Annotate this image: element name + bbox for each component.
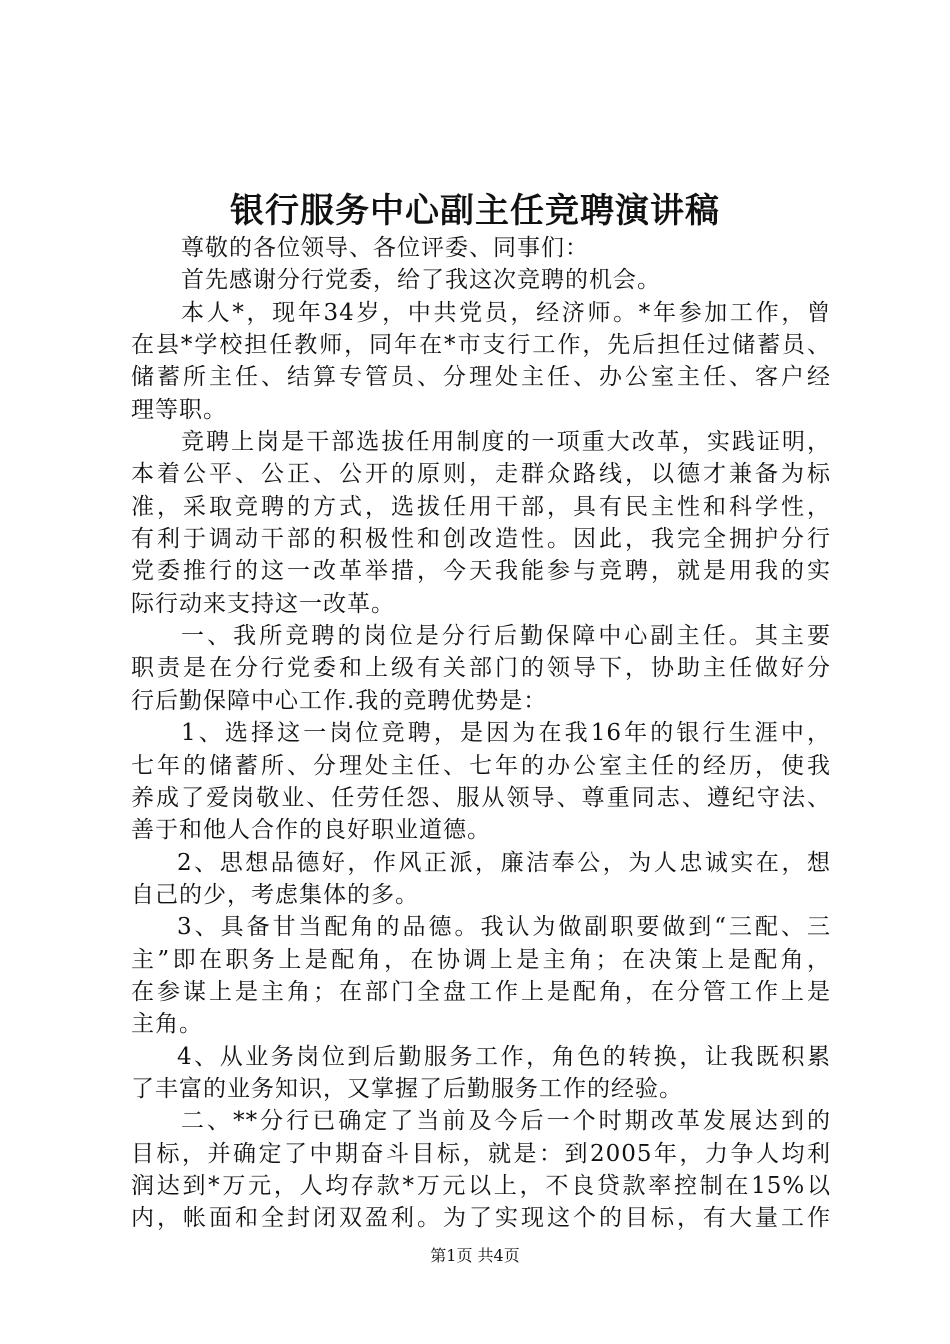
text-line: 主”即在职务上是配角，在协调上是主角；在决策上是配角， [131,946,831,973]
text-line: 本着公平、公正、公开的原则，走群众路线，以德才兼备为标 [131,461,831,488]
text-line: 行后勤保障中心工作.我的竞聘优势是： [131,687,548,714]
text-line: 在县*学校担任教师，同年在*市支行工作，先后担任过储蓄员、 [131,332,831,359]
text-line: 自己的少，考虑集体的多。 [131,881,419,908]
text-line: 善于和他人合作的良好职业道德。 [131,817,491,844]
text-line: 内，帐面和全封闭双盈利。为了实现这个的目标，有大量工作 [131,1205,831,1232]
text-line: 1、选择这一岗位竞聘，是因为在我16年的银行生涯中， [181,720,831,747]
text-line: 养成了爱岗敬业、任劳任怨、服从领导、尊重同志、遵纪守法、 [131,784,831,811]
text-line: 准，采取竞聘的方式，选拔任用干部，具有民主性和科学性， [131,493,831,520]
document-title: 银行服务中心副主任竞聘演讲稿 [230,191,720,231]
text-line: 了丰富的业务知识，又掌握了后勤服务工作的经验。 [131,1075,683,1102]
text-line: 本人*，现年34岁，中共党员，经济师。*年参加工作，曾 [181,299,831,326]
text-line: 尊敬的各位领导、各位评委、同事们： [181,235,589,261]
text-line: 储蓄所主任、结算专管员、分理处主任、办公室主任、客户经 [131,364,831,391]
text-line: 首先感谢分行党委，给了我这次竞聘的机会。 [181,267,661,294]
text-line: 党委推行的这一改革举措，今天我能参与竞聘，就是用我的实 [131,558,831,585]
document-body [131,232,831,1235]
text-line: 主角。 [131,1011,203,1038]
text-line: 竞聘上岗是干部选拔任用制度的一项重大改革，实践证明， [181,429,831,456]
text-line: 一、我所竞聘的岗位是分行后勤保障中心副主任。其主要 [181,623,831,650]
text-line: 理等职。 [131,396,227,423]
text-line: 4、从业务岗位到后勤服务工作，角色的转换，让我既积累 [177,1043,831,1070]
text-line: 有利于调动干部的积极性和创改造性。因此，我完全拥护分行 [131,526,831,553]
text-line: 二、**分行已确定了当前及今后一个时期改革发展达到的 [181,1108,831,1135]
text-line: 润达到*万元，人均存款*万元以上，不良贷款率控制在15%以 [131,1172,831,1199]
text-line: 目标，并确定了中期奋斗目标，就是：到2005年，力争人均利 [131,1140,831,1167]
text-line: 2、思想品德好，作风正派，廉洁奉公，为人忠诚实在，想 [177,849,831,876]
page-footer: 第1页 共4页 [430,1246,520,1265]
text-line: 际行动来支持这一改革。 [131,590,395,617]
text-line: 七年的储蓄所、分理处主任、七年的办公室主任的经历，使我 [131,752,831,779]
text-line: 3、具备甘当配角的品德。我认为做副职要做到“三配、三 [177,914,831,941]
text-line: 职责是在分行党委和上级有关部门的领导下，协助主任做好分 [131,655,831,682]
text-line: 在参谋上是主角；在部门全盘工作上是配角，在分管工作上是 [131,978,831,1005]
